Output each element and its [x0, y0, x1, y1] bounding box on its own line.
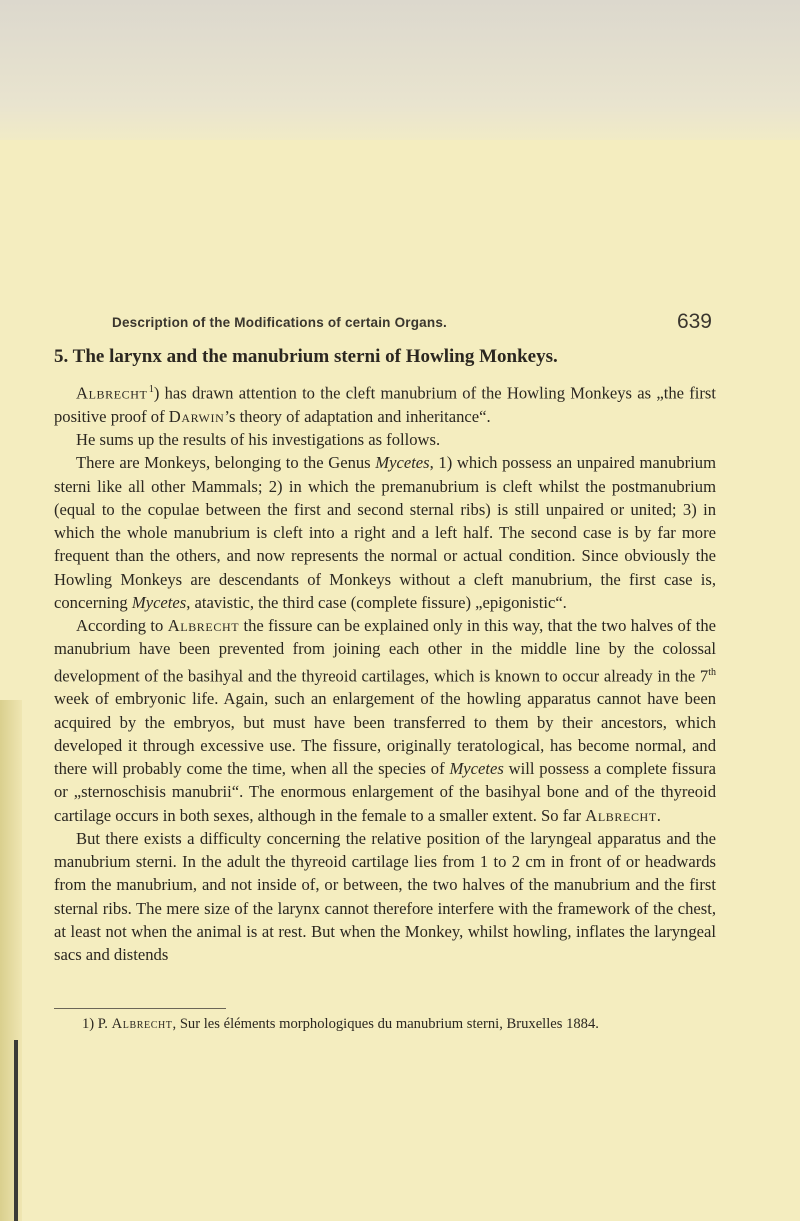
page-number: 639 — [676, 310, 712, 333]
paragraph-4 — [54, 614, 716, 827]
running-head: Description of the Modifications of certain Organs. — [112, 315, 447, 330]
paragraph-text: will possess a complete fissura or „sternoschisis manubrii“. The enormous enlargement of the basihyal bone and of the thyreoid cartilage occurs in both sexes, although in the female to a smaller extent. So far — [54, 759, 716, 825]
paragraph-text: . — [656, 805, 661, 825]
author-name: Albrecht — [585, 805, 657, 825]
paragraph-5: But there exists a difficulty concerning the relative position of the laryngeal apparatus and the manubrium sterni. In the adult the thyreoid cartilage lies from 1 to 2 cm in front of or headwards from the manubrium, and not inside of, or between, the two halves of the manubrium and the first sternal ribs. The mere size of the larynx cannot therefore interfere with the framework of the chest, at least not when the animal is at rest. But when the Monkey, whilst howling, inflates the laryngeal sacs and distends — [54, 828, 716, 965]
paragraph-text: , atavistic, the third case (complete fissure) „epigonistic“. — [186, 592, 567, 612]
paragraph-text: There are Monkeys, belonging to the Genus — [76, 453, 376, 473]
scan-top-margin — [0, 0, 800, 140]
page-header — [112, 311, 712, 337]
paragraph-text: , 1) which possess an unpaired manubrium sterni like all other Mammals; 2) in which the premanubrium is cleft whilst the postmanubrium (equal to the copulae between the first and second sternal ribs) is still unpaired or united; 3) in which the whole manubrium is cleft into a right and a left half. The second case is by far more frequent than the others, and now represents the normal or actual condition. Since obviously the Howling Monkeys are descendants of Monkeys without a cleft manubrium, the first case is, concerning — [54, 453, 716, 612]
footnote-citation: , Sur les éléments morphologiques du manubrium sterni, Bruxelles 1884. — [172, 1016, 599, 1032]
paragraph-3 — [54, 451, 716, 614]
paragraph-2: He sums up the results of his investigations as follows. — [76, 430, 441, 450]
paragraph-text: ) has drawn attention to the cleft manubrium of the Howling Monkeys as „the first positive proof of — [54, 383, 716, 426]
section-heading: 5. The larynx and the manubrium sterni of Howling Monkeys. — [54, 346, 558, 367]
genus-name: Mycetes — [375, 453, 430, 473]
paragraph-1 — [54, 378, 716, 428]
footnote-rule — [54, 1008, 226, 1009]
paragraph-text: According to — [76, 616, 168, 636]
footnote-marker: 1) P. — [82, 1016, 112, 1032]
footnote-reference: 1 — [148, 384, 154, 395]
paragraph-text: ’s theory of adaptation and inheritance“. — [224, 406, 491, 426]
paragraph-text: the fissure can be explained only in this way, that the two halves of the manubrium have been prevented from joining each other in the middle line by the colossal development of the basihyal and the thyreoid cartilages, which is known to occur already in the 7 — [54, 616, 716, 686]
author-name: Albrecht — [167, 616, 240, 636]
binding-shadow — [0, 700, 22, 1221]
author-name: Darwin — [168, 406, 225, 426]
genus-name: Mycetes — [449, 759, 504, 779]
paragraph-text: week of embryonic life. Again, such an enlargement of the howling apparatus cannot have been acquired by the embryos, but must have been transferred to them by their ancestors, which developed it through excessive use. The fissure, originally teratological, has become normal, and there will probably come the time, when all the species of — [54, 689, 716, 779]
binding-edge — [14, 1040, 18, 1221]
ordinal-suffix: th — [708, 666, 716, 678]
footnote-author: Albrecht — [111, 1016, 173, 1032]
footnote — [54, 1015, 716, 1034]
author-name: Albrecht — [76, 383, 148, 403]
genus-name: Mycetes — [131, 592, 187, 612]
body-text — [54, 378, 716, 966]
